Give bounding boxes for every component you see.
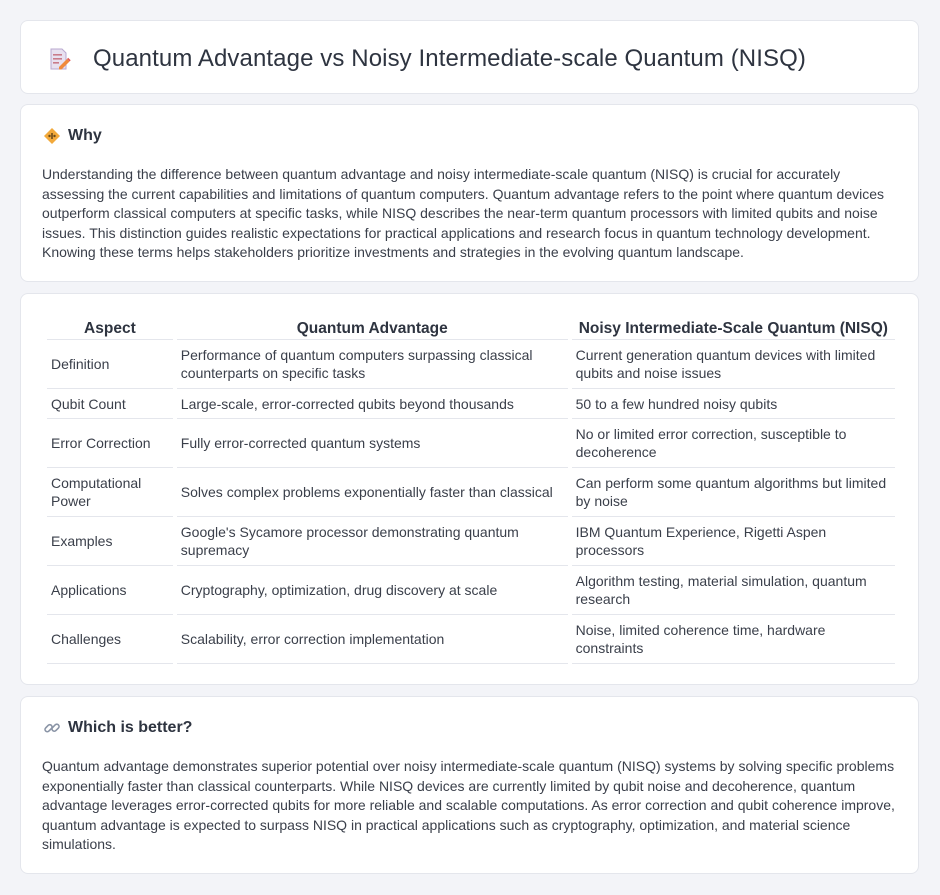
table-header-row (47, 316, 895, 340)
table-row (47, 419, 895, 468)
aspect-cell: Computational Power (47, 468, 173, 517)
table-row (47, 566, 895, 615)
diamond-sign-icon (43, 127, 61, 145)
table-row (47, 340, 895, 389)
aspect-cell: Examples (47, 517, 173, 566)
page-title: Quantum Advantage vs Noisy Intermediate-scale Quantum (NISQ) (93, 45, 806, 72)
nisq-cell: IBM Quantum Experience, Rigetti Aspen processors (572, 517, 895, 566)
nisq-cell: Algorithm testing, material simulation, quantum research (572, 566, 895, 615)
document-edit-icon (47, 47, 71, 71)
table-row (47, 389, 895, 419)
nisq-cell: Noise, limited coherence time, hardware constraints (572, 615, 895, 664)
which-is-better-section (20, 696, 919, 874)
link-icon (43, 719, 61, 737)
table-row (47, 517, 895, 566)
title-row (47, 45, 806, 73)
aspect-cell: Error Correction (47, 419, 173, 468)
table-row (47, 615, 895, 664)
qa-cell: Cryptography, optimization, drug discovery at scale (177, 566, 568, 615)
header-quantum-advantage: Quantum Advantage (177, 316, 568, 340)
aspect-cell: Challenges (47, 615, 173, 664)
qa-cell: Performance of quantum computers surpassing classical counterparts on specific tasks (177, 340, 568, 389)
comparison-card (20, 293, 919, 685)
qa-cell: Large-scale, error-corrected qubits beyond thousands (177, 389, 568, 419)
table-row (47, 468, 895, 517)
qa-cell: Solves complex problems exponentially faster than classical (177, 468, 568, 517)
qa-cell: Google's Sycamore processor demonstrating quantum supremacy (177, 517, 568, 566)
aspect-cell: Definition (47, 340, 173, 389)
nisq-cell: 50 to a few hundred noisy qubits (572, 389, 895, 419)
nisq-cell: Can perform some quantum algorithms but limited by noise (572, 468, 895, 517)
better-header (43, 719, 192, 737)
nisq-cell: No or limited error correction, susceptible to decoherence (572, 419, 895, 468)
comparison-table (43, 316, 899, 664)
header-aspect: Aspect (47, 316, 173, 340)
why-section (20, 104, 919, 282)
nisq-cell: Current generation quantum devices with limited qubits and noise issues (572, 340, 895, 389)
better-title: Which is better? (68, 719, 193, 736)
header-nisq: Noisy Intermediate-Scale Quantum (NISQ) (572, 316, 895, 340)
title-card (20, 20, 919, 94)
aspect-cell: Qubit Count (47, 389, 173, 419)
aspect-cell: Applications (47, 566, 173, 615)
why-body: Understanding the difference between quantum advantage and noisy intermediate-scale quantum (NISQ) is crucial for accurately assessing the current capabilities and limitations of quantum computers. Quantum advantage refers to the point where quantum devices outperform classical computers at specific tasks, while NISQ describes the near-term quantum processors with limited qubits and noise issues. This distinction guides realistic expectations for practical applications and research focus in quantum technology development. Knowing these terms helps stakeholders prioritize investments and strategies in the evolving quantum landscape. (42, 166, 885, 261)
qa-cell: Scalability, error correction implementation (177, 615, 568, 664)
why-title: Why (68, 127, 102, 144)
why-header (43, 127, 102, 145)
better-body: Quantum advantage demonstrates superior potential over noisy intermediate-scale quantum (NISQ) systems by solving specific problems exponentially faster than classical counterparts. While NISQ devices are currently limited by qubit noise and decoherence, quantum advantage leverages error-corrected qubits for more reliable and scalable computations. As error correction and qubit coherence improve, quantum advantage is expected to surpass NISQ in practical applications such as cryptography, optimization, and material science simulations. (42, 758, 895, 853)
qa-cell: Fully error-corrected quantum systems (177, 419, 568, 468)
